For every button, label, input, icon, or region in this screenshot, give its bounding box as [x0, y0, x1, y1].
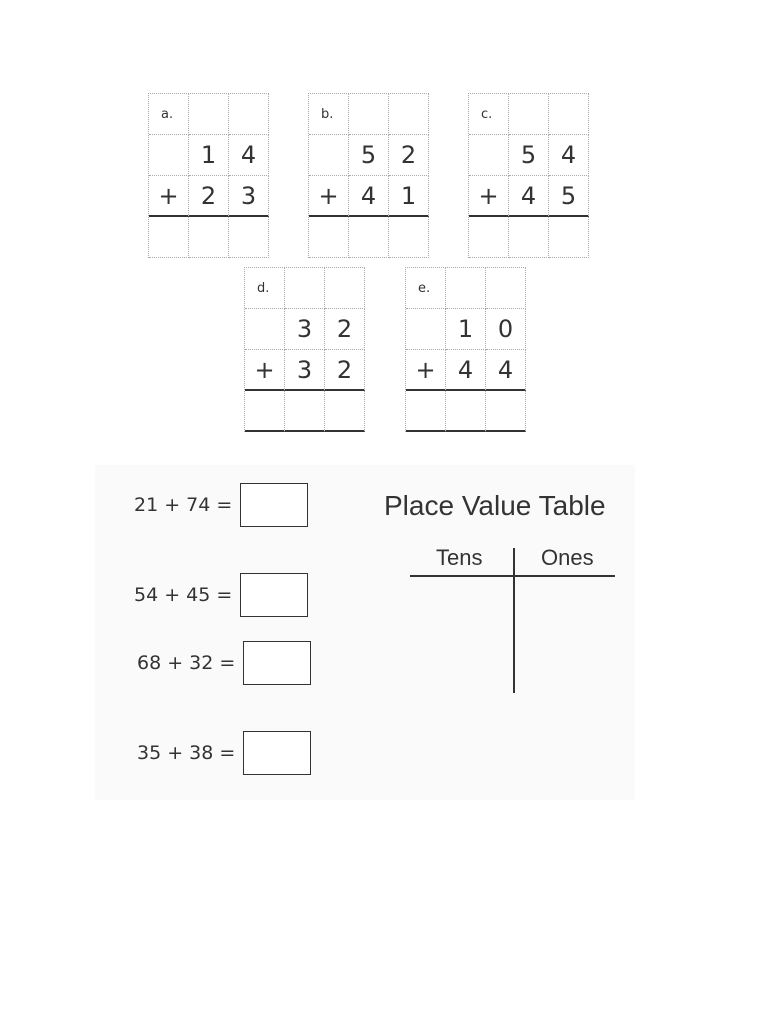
equation-row: [134, 483, 308, 527]
equation-text: 54 + 45 =: [134, 584, 233, 606]
addend2-tens: 4: [446, 350, 486, 391]
operator: +: [309, 176, 349, 217]
answer-cell[interactable]: [149, 217, 189, 258]
addend1-tens: 1: [189, 135, 229, 176]
answer-cell[interactable]: [509, 217, 549, 258]
answer-cell[interactable]: [486, 391, 526, 432]
problem-label: c.: [469, 94, 509, 135]
addend2-tens: 4: [349, 176, 389, 217]
answer-cell[interactable]: [325, 391, 365, 432]
answer-box[interactable]: [243, 731, 311, 775]
addend2-ones: 2: [325, 350, 365, 391]
answer-cell[interactable]: [189, 217, 229, 258]
operator: +: [245, 350, 285, 391]
table-divider-vertical: [513, 548, 515, 693]
addend1-ones: 2: [325, 309, 365, 350]
problem-c-grid: [468, 93, 589, 258]
addend2-ones: 4: [486, 350, 526, 391]
answer-box[interactable]: [240, 483, 308, 527]
problem-label: e.: [406, 268, 446, 309]
answer-cell[interactable]: [245, 391, 285, 432]
problem-d-grid: [244, 267, 365, 432]
answer-cell[interactable]: [389, 217, 429, 258]
operator: +: [149, 176, 189, 217]
answer-box[interactable]: [240, 573, 308, 617]
addend1-ones: 2: [389, 135, 429, 176]
addend2-ones: 1: [389, 176, 429, 217]
addend1-tens: 3: [285, 309, 325, 350]
equation-text: 21 + 74 =: [134, 494, 233, 516]
problem-a-grid: [148, 93, 269, 258]
equation-row: [137, 641, 311, 685]
addend2-tens: 2: [189, 176, 229, 217]
problem-e-grid: [405, 267, 526, 432]
problem-label: b.: [309, 94, 349, 135]
equation-row: [134, 573, 308, 617]
addend2-ones: 5: [549, 176, 589, 217]
addend1-ones: 4: [549, 135, 589, 176]
addend1-tens: 5: [509, 135, 549, 176]
equation-row: [137, 731, 311, 775]
place-value-title: Place Value Table: [384, 490, 606, 521]
answer-box[interactable]: [243, 641, 311, 685]
answer-cell[interactable]: [469, 217, 509, 258]
problem-b-grid: [308, 93, 429, 258]
problem-label: d.: [245, 268, 285, 309]
equation-text: 68 + 32 =: [137, 652, 236, 674]
addend1-tens: 1: [446, 309, 486, 350]
answer-cell[interactable]: [446, 391, 486, 432]
tens-header: Tens: [436, 545, 483, 570]
operator: +: [406, 350, 446, 391]
ones-header: Ones: [541, 545, 594, 570]
addend2-ones: 3: [229, 176, 269, 217]
equation-text: 35 + 38 =: [137, 742, 236, 764]
answer-cell[interactable]: [285, 391, 325, 432]
operator: +: [469, 176, 509, 217]
addend2-tens: 4: [509, 176, 549, 217]
addend2-tens: 3: [285, 350, 325, 391]
addend1-ones: 4: [229, 135, 269, 176]
answer-cell[interactable]: [229, 217, 269, 258]
addend1-ones: 0: [486, 309, 526, 350]
answer-cell[interactable]: [349, 217, 389, 258]
answer-cell[interactable]: [549, 217, 589, 258]
addend1-tens: 5: [349, 135, 389, 176]
answer-cell[interactable]: [406, 391, 446, 432]
answer-cell[interactable]: [309, 217, 349, 258]
problem-label: a.: [149, 94, 189, 135]
